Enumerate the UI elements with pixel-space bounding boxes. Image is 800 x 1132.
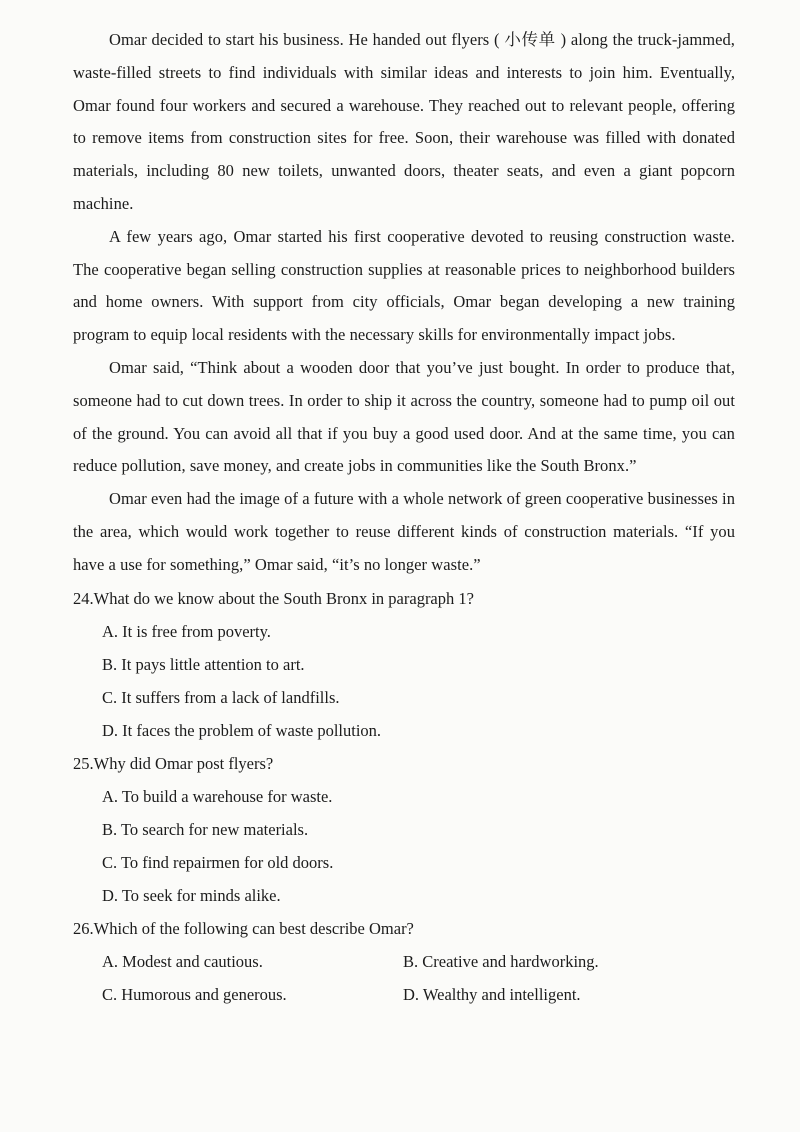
option-c: C. Humorous and generous. [102, 984, 287, 1004]
question-stem: 25.Why did Omar post flyers? [73, 753, 274, 773]
option-a: A. It is free from poverty. [102, 621, 271, 641]
option-b: B. Creative and hardworking. [403, 951, 599, 971]
option-b: B. To search for new materials. [102, 819, 309, 839]
option-d: D. To seek for minds alike. [102, 885, 281, 905]
option-a: A. Modest and cautious. [102, 951, 263, 971]
option-b: B. It pays little attention to art. [102, 654, 305, 674]
passage-paragraph-1: Omar decided to start his business. He handed out flyers ( 小传单 ) along the truck-jammed, waste-filled streets to find individuals with similar ideas and interests to join him. Eventually, Omar found four workers and secured a warehouse. They reached out to relevant people, offering to remove items from construction sites for free. Soon, their warehouse was filled with donated materials, including 80 new toilets, unwanted doors, theater seats, and even a giant popcorn machine. [73, 30, 735, 213]
question-24 [73, 582, 735, 747]
option-row [102, 978, 735, 1011]
question-stem: 24.What do we know about the South Bronx in paragraph 1? [73, 588, 474, 608]
passage-paragraph-3: Omar said, “Think about a wooden door that you’ve just bought. In order to produce that, someone had to cut down trees. In order to ship it across the country, someone had to pump oil out of the ground. You can avoid all that if you buy a good used door. And at the same time, you can reduce pollution, save money, and create jobs in communities like the South Bronx.” [73, 357, 735, 476]
option-row [102, 945, 735, 978]
question-25 [73, 747, 735, 912]
question-stem: 26.Which of the following can best describe Omar? [73, 918, 414, 938]
option-c: C. It suffers from a lack of landfills. [102, 687, 340, 707]
option-c: C. To find repairmen for old doors. [102, 852, 334, 872]
option-d: D. It faces the problem of waste pollution. [102, 720, 382, 740]
passage-paragraph-2: A few years ago, Omar started his first cooperative devoted to reusing construction waste. The cooperative began selling construction supplies at reasonable prices to neighborhood builders and home owners. With support from city officials, Omar began developing a new training program to equip local residents with the necessary skills for environmentally impact jobs. [73, 226, 735, 345]
exam-page [73, 24, 735, 1011]
passage-paragraph-4: Omar even had the image of a future with a whole network of green cooperative businesses in the area, which would work together to reuse different kinds of construction materials. “If you have a use for something,” Omar said, “it’s no longer waste.” [73, 489, 735, 574]
option-a: A. To build a warehouse for waste. [102, 786, 333, 806]
option-d: D. Wealthy and intelligent. [403, 984, 581, 1004]
question-26 [73, 912, 735, 1011]
